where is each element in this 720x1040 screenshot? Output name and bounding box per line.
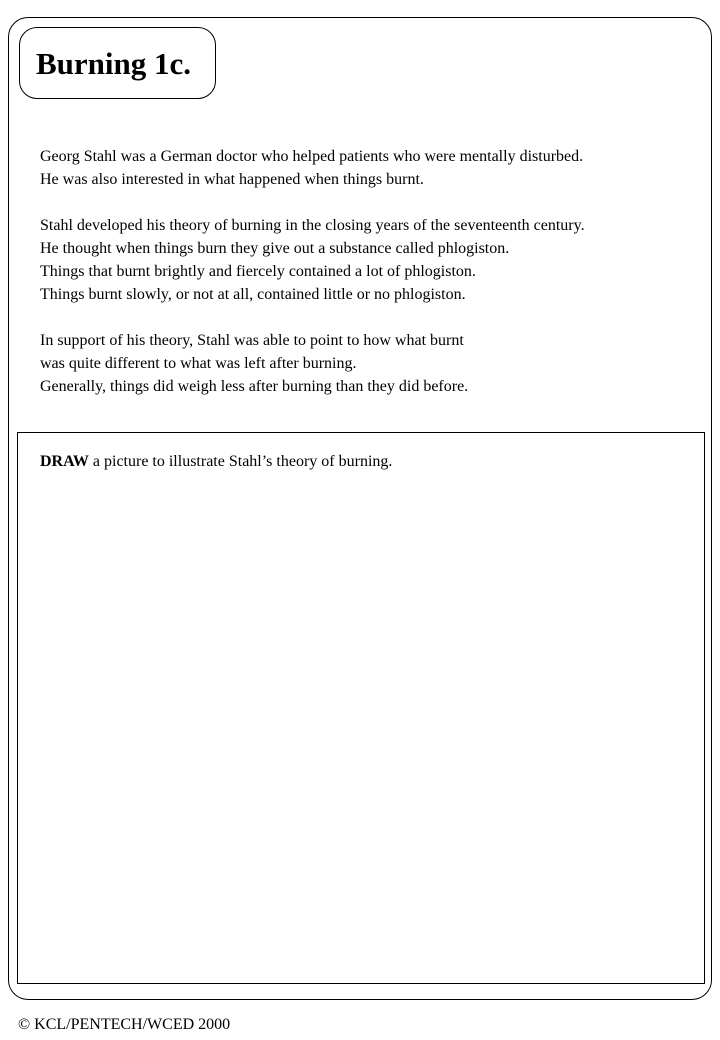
text-line: was quite different to what was left after burning. [40, 355, 357, 372]
intro-text [40, 145, 700, 421]
paragraph-stahl-background [40, 145, 700, 191]
page-title: Burning 1c. [36, 45, 192, 81]
copyright-footer: © KCL/PENTECH/WCED 2000 [18, 1016, 231, 1033]
task-instruction [40, 450, 392, 473]
text-line: Generally, things did weigh less after burning than they did before. [40, 378, 469, 395]
title-box [19, 27, 216, 99]
paragraph-supporting-evidence [40, 329, 700, 398]
task-text: a picture to illustrate Stahl’s theory of burning. [88, 453, 393, 470]
text-line: Stahl developed his theory of burning in the closing years of the seventeenth century. [40, 217, 585, 234]
text-line: In support of his theory, Stahl was able to point to how what burnt [40, 332, 464, 349]
text-line: He thought when things burn they give out a substance called phlogiston. [40, 240, 510, 257]
drawing-area[interactable] [17, 432, 705, 984]
text-line: Things that burnt brightly and fiercely contained a lot of phlogiston. [40, 263, 476, 280]
task-verb: DRAW [40, 453, 89, 470]
text-line: Georg Stahl was a German doctor who helped patients who were mentally disturbed. [40, 148, 584, 165]
text-line: He was also interested in what happened when things burnt. [40, 171, 424, 188]
paragraph-phlogiston-theory [40, 214, 700, 306]
text-line: Things burnt slowly, or not at all, contained little or no phlogiston. [40, 286, 466, 303]
